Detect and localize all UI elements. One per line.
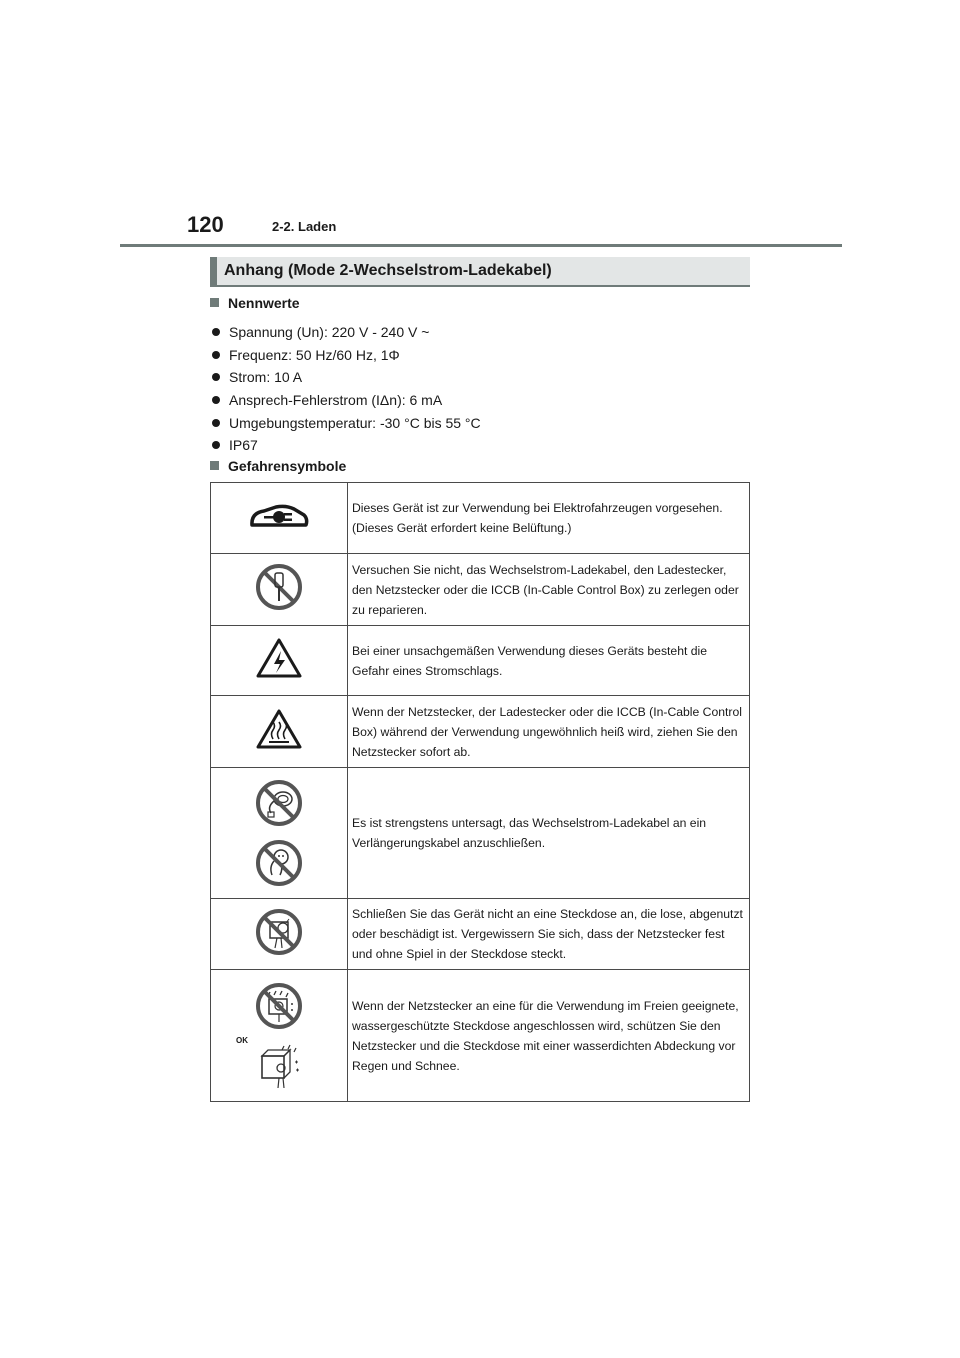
no-cable-reel-icon — [255, 779, 303, 827]
list-item-text: Umgebungstemperatur: -30 °C bis 55 °C — [229, 414, 481, 431]
table-row — [211, 554, 750, 626]
ok-label: OK — [236, 1035, 248, 1045]
bullet-icon — [212, 419, 220, 427]
section-heading-box — [210, 257, 750, 287]
hazard-description: Versuchen Sie nicht, das Wechselstrom-Ladekabel, den Ladestecker, den Netzstecker oder die ICCB (In-Cable Control Box) zu zerlegen oder zu reparieren. — [348, 554, 750, 626]
no-damaged-socket-icon — [255, 908, 303, 956]
hot-surface-warning-icon — [255, 708, 303, 750]
list-item-text: Frequenz: 50 Hz/60 Hz, 1Φ — [229, 346, 400, 363]
list-item-text: IP67 — [229, 437, 258, 454]
list-item — [212, 413, 481, 436]
hazards-heading-text: Gefahrensymbole — [228, 458, 347, 474]
bullet-icon — [212, 373, 220, 381]
square-bullet-icon — [210, 461, 219, 470]
list-item — [212, 345, 481, 368]
hazard-description: Wenn der Netzstecker an eine für die Verwendung im Freien geeignete, wassergeschützte Steckdose angeschlossen wird, schützen Sie den Netzstecker und die Steckdose mit einer wasserdichten Abdeckung vor Regen und Schnee. — [348, 970, 750, 1102]
bullet-icon — [212, 396, 220, 404]
list-item-text: Strom: 10 A — [229, 369, 303, 386]
list-item — [212, 390, 481, 413]
page-number: 120 — [187, 212, 224, 237]
list-item — [212, 322, 481, 345]
section-heading-bar — [210, 257, 217, 285]
bullet-icon — [212, 328, 220, 336]
ratings-heading-text: Nennwerte — [228, 295, 300, 311]
electric-shock-warning-icon — [255, 637, 303, 679]
hazard-description: Es ist strengstens untersagt, das Wechselstrom-Ladekabel an ein Verlängerungskabel anzuschließen. — [348, 768, 750, 899]
list-item — [212, 435, 481, 458]
list-item-text: Ansprech-Fehlerstrom (IΔn): 6 mA — [229, 392, 443, 409]
table-row — [211, 626, 750, 696]
table-row — [211, 483, 750, 554]
square-bullet-icon — [210, 298, 219, 307]
ok-covered-socket-icon — [236, 1035, 304, 1090]
icon-cell — [211, 483, 348, 554]
hazard-symbols-table — [210, 482, 750, 1102]
electric-vehicle-icon — [248, 503, 310, 529]
icon-cell — [211, 899, 348, 970]
table-row — [211, 970, 750, 1102]
table-row — [211, 899, 750, 970]
no-extension-plug-icon — [255, 839, 303, 887]
hazard-description: Dieses Gerät ist zur Verwendung bei Elektrofahrzeugen vorgesehen. (Dieses Gerät erfordert keine Belüftung.) — [348, 483, 750, 554]
icon-cell — [211, 768, 348, 899]
table-row — [211, 696, 750, 768]
hazard-description: Wenn der Netzstecker, der Ladestecker oder die ICCB (In-Cable Control Box) während der Verwendung ungewöhnlich heiß wird, ziehen Sie den Netzstecker sofort ab. — [348, 696, 750, 768]
no-unprotected-outdoor-socket-icon — [255, 982, 303, 1030]
icon-cell — [211, 970, 348, 1102]
ratings-heading — [210, 295, 300, 311]
hazard-description: Schließen Sie das Gerät nicht an eine Steckdose an, die lose, abgenutzt oder beschädigt ist. Vergewissern Sie sich, dass der Netzstecker fest und ohne Spiel in der Steckdose steckt. — [348, 899, 750, 970]
section-title: Anhang (Mode 2-Wechselstrom-Ladekabel) — [224, 262, 552, 279]
icon-cell — [211, 696, 348, 768]
icon-cell — [211, 626, 348, 696]
table-row — [211, 768, 750, 899]
hazards-heading — [210, 458, 346, 474]
bullet-icon — [212, 351, 220, 359]
hazard-description: Bei einer unsachgemäßen Verwendung dieses Geräts besteht die Gefahr eines Stromschlags. — [348, 626, 750, 696]
list-item — [212, 367, 481, 390]
bullet-icon — [212, 441, 220, 449]
ratings-list — [212, 322, 481, 458]
header-rule — [120, 244, 842, 247]
list-item-text: Spannung (Un): 220 V - 240 V ~ — [229, 324, 430, 340]
chapter-title: 2-2. Laden — [272, 219, 337, 234]
icon-cell — [211, 554, 348, 626]
no-disassembly-icon — [255, 563, 303, 611]
